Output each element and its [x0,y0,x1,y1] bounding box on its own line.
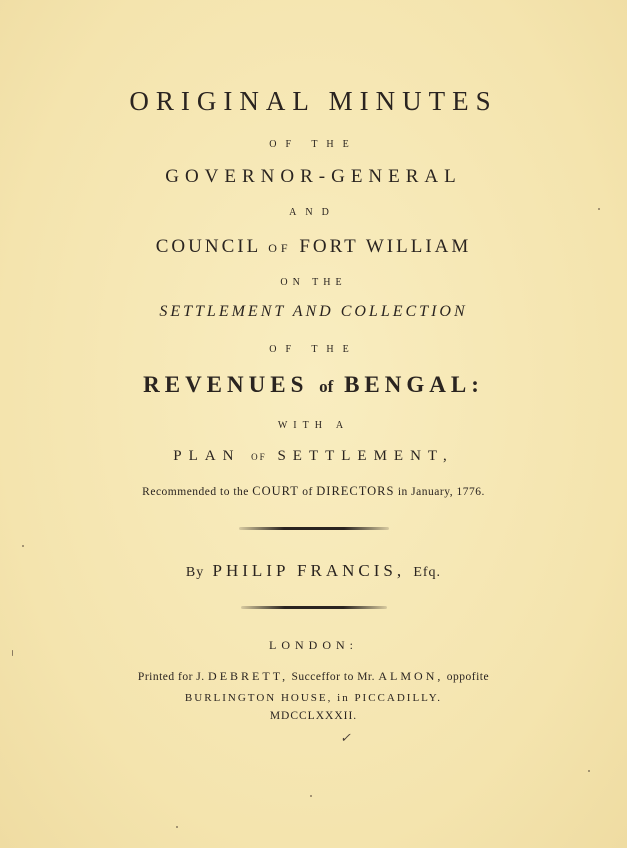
printed-for-text: Printed for J. [137,671,205,683]
of-the-first [0,139,627,150]
paper-speck [176,826,178,828]
governor-general-text: GOVERNOR-GENERAL [165,166,462,187]
directors-text: DIRECTORS [316,484,395,498]
with-a-text: WITH A [277,420,350,431]
imprint-year: MDCCLXXXII. [269,710,358,722]
paper-speck [22,545,24,547]
opposite-text: oppofite [446,671,490,683]
plan-line [0,448,627,465]
imprint-year-line [0,710,627,722]
burlington-text: BURLINGTON HOUSE, in PICCADILLY. [184,692,443,704]
handwritten-mark: ✓ [340,730,351,745]
revenues-of-text: of [319,377,334,396]
fort-text: FORT [299,236,359,257]
plan-of-text: OF [251,452,267,462]
council-of-text: OF [268,241,292,255]
bengal-text: BENGAL: [344,372,484,397]
ornamental-rule-1 [239,527,389,530]
by-text: By [185,565,205,580]
rec-of-text: of [302,486,313,498]
paper-speck [12,650,13,656]
on-the-line [0,277,627,288]
main-title [0,86,627,117]
london-text: LONDON: [269,638,358,652]
with-a-line [0,420,627,431]
plan-text: PLAN [173,448,241,464]
ornamental-rule-2 [241,606,387,609]
almon-text: ALMON, [378,669,444,683]
author-line [0,561,627,581]
successor-text: Succeffor to Mr. [291,671,375,683]
court-text: COURT [252,484,299,498]
revenues-text: REVENUES [143,372,309,397]
plan-settlement-text: SETTLEMENT, [277,448,454,464]
debrett-text: DEBRETT, [208,669,289,683]
recommended-text: Recommended to the [142,486,249,498]
of-the-text-2: OF THE [269,344,358,355]
esq-text: Efq. [413,565,442,580]
william-text: WILLIAM [365,236,472,257]
title-text: ORIGINAL MINUTES [129,86,498,116]
settlement-line [0,303,627,321]
burlington-line [0,692,627,704]
council-line [0,236,627,258]
and-text: AND [289,207,338,218]
london-line [0,638,627,653]
council-text: COUNCIL [155,236,261,257]
author-name: PHILIP FRANCIS, [212,561,406,580]
rec-date-text: in January, 1776. [397,486,485,498]
paper-speck [598,208,600,210]
printed-line [0,669,627,684]
of-the-second [0,344,627,355]
paper-speck [588,770,590,772]
revenues-line [0,372,627,398]
paper-speck [310,795,312,797]
of-the-text-1: OF THE [269,139,358,150]
and-line [0,207,627,218]
on-the-text: ON THE [280,277,347,288]
recommended-line [0,484,627,499]
governor-general-line [0,166,627,188]
settlement-text: SETTLEMENT AND COLLECTION [159,303,468,320]
